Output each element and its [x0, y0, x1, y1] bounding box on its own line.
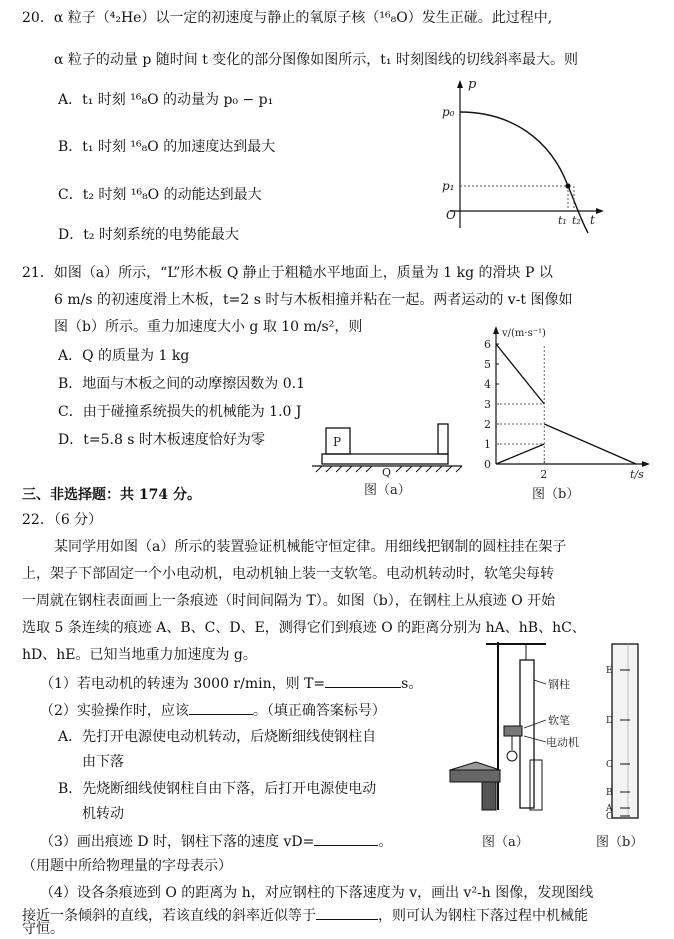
vt-x-arrow [642, 461, 650, 467]
q21-vt-plot-area [484, 326, 650, 481]
vt-y-tick-label: 2 [484, 418, 491, 431]
vt-y-tick-label: 6 [484, 338, 491, 351]
q20-momentum-graph [430, 78, 610, 238]
rod-mark-label: B [606, 788, 613, 798]
q22-sub-3-note: （用题中所给物理量的字母表示） [22, 858, 232, 874]
q22-answer-blank-4[interactable] [316, 905, 378, 920]
q22-figure-b [594, 640, 670, 852]
q21-label-q: Q [382, 466, 392, 479]
q22-sub-4-tail: ，则可认为钢柱下落过程中机械能 [378, 908, 588, 924]
q20-t-label: t [590, 213, 595, 227]
q22-heading: 22．（6 分） [22, 512, 103, 528]
rod-mark-label: E [606, 666, 613, 676]
q21-line2: 6 m/s 的初速度滑上木板，t=2 s 时与木板相撞并粘在一起。两者运动的 v-t 图像如 [54, 292, 573, 308]
q22-sub-4-line3: 守恒。 [22, 921, 64, 937]
q22-para-1: 某同学用如图（a）所示的装置验证机械能守恒定律。用细线把钢制的圆柱挂在架子 [54, 539, 567, 555]
q20-option-a: A．t₁ 时刻 ¹⁶₈O 的动量为 p₀ − p₁ [58, 92, 274, 108]
vt-series-line-1 [496, 344, 544, 404]
rod-mark-label: C [606, 760, 613, 770]
q20-point [565, 183, 570, 188]
q22-sub-1 [40, 673, 422, 694]
q22-option-b-line1: B．先烧断细线使钢柱自由下落，后打开电源使电动 [58, 781, 377, 797]
q21-vt-chart [470, 322, 650, 504]
q22-option-a-line2: 由下落 [82, 754, 124, 770]
q22-para-3: 一周就在钢柱表面画上一条痕迹（时间间隔为 T）。如图（b），在钢柱上从痕迹 O 开始 [22, 593, 556, 609]
q22-caption-a: 图（a） [482, 835, 529, 850]
q21-option-c: C．由于碰撞系统损失的机械能为 1.0 J [58, 404, 302, 420]
vt-y-tick-label: 3 [484, 398, 491, 411]
q22-para-4: 选取 5 条连续的痕迹 A、B、C、D、E，测得它们到痕迹 O 的距离分别为 hA、hB、hC、 [22, 620, 586, 636]
q20-curve [460, 112, 588, 233]
q22-pen-wheel [507, 751, 517, 761]
vt-x-tick-label: 2 [540, 468, 548, 481]
q21-caption-a: 图（a） [364, 483, 411, 496]
q22-label-rod: 钢柱 [548, 678, 570, 691]
q21-option-b: B．地面与木板之间的动摩擦因数为 0.1 [58, 376, 306, 392]
q22-sub-4-line2 [22, 905, 588, 926]
q20-option-c: C．t₂ 时刻 ¹⁶₈O 的动能达到最大 [58, 187, 262, 203]
q22-caption-b: 图（b） [596, 835, 644, 850]
q22-figure-a [446, 640, 592, 852]
q22-option-b-line2: 机转动 [82, 806, 124, 822]
q22-sub-4-line1: （4）设各条痕迹到 O 的距离为 h，对应钢柱的下落速度为 v，画出 v²-h 图像，发现图线 [40, 885, 594, 901]
q20-p0-label: p₀ [442, 105, 455, 119]
q22-para-5: hD、hE。已知当地重力加速度为 g。 [22, 647, 257, 663]
vt-y-tick-label: 0 [484, 458, 491, 471]
q22-label-pen: 软笔 [548, 714, 570, 727]
vt-series-line-2 [496, 444, 544, 464]
q20-p1-label: p₁ [442, 179, 455, 193]
vt-y-tick-label: 1 [484, 438, 491, 451]
q22-option-a-line1: A．先打开电源使电动机转动，后烧断细线使钢柱自 [58, 729, 377, 745]
q21-label-p: P [333, 435, 342, 449]
q22-sub-4-text: 接近一条倾斜的直线，若该直线的斜率近似等于 [22, 908, 316, 924]
vt-y-tick-label: 4 [484, 378, 491, 391]
q21-option-d: D．t=5.8 s 时木板速度恰好为零 [58, 432, 265, 448]
vt-y-label: v/(m·s⁻¹) [502, 328, 546, 339]
q21-option-a: A．Q 的质量为 1 kg [58, 348, 190, 364]
rod-mark-label: O [606, 812, 614, 822]
q20-t2-label: t₂ [572, 214, 581, 227]
q22-label-motor: 电动机 [546, 736, 579, 749]
q22-motor [504, 726, 522, 736]
q22-sub-2 [40, 700, 386, 721]
q21-board [322, 454, 448, 464]
q21-line1: 21．如图（a）所示，“L”形木板 Q 静止于粗糙水平地面上，质量为 1 kg 的滑块 P 以 [22, 265, 553, 281]
vt-x-label: t/s [630, 468, 644, 481]
q22-sub-1-unit: s。 [401, 676, 423, 692]
section-3-heading: 三、非选择题：共 174 分。 [22, 487, 201, 503]
q20-line1: 20．α 粒子（⁴₂He）以一定的初速度与静止的氧原子核（¹⁶₈O）发生正碰。此过程中, [22, 10, 553, 26]
q20-origin-label: O [446, 208, 456, 222]
vt-y-tick-label: 5 [484, 358, 491, 371]
q22-answer-blank-2[interactable] [189, 700, 253, 715]
q21-line3: 图（b）所示。重力加速度大小 g 取 10 m/s²，则 [54, 319, 363, 335]
rod-mark-label: A [606, 804, 613, 814]
q22-answer-blank-3[interactable] [314, 831, 378, 846]
vt-series-line-3 [544, 424, 636, 464]
rod-mark-label: D [606, 716, 614, 726]
q20-option-d: D．t₂ 时刻系统的电势能最大 [58, 227, 239, 243]
vt-y-arrow [493, 326, 499, 334]
q21-board-wall [438, 424, 448, 454]
q20-line2: α 粒子的动量 p 随时间 t 变化的部分图像如图所示，t₁ 时刻图线的切线斜率最大。则 [54, 52, 578, 68]
q20-p-label: p [468, 78, 477, 92]
q22-sub-3-tail: 。 [378, 834, 393, 850]
q21-figure-a [312, 418, 470, 496]
q22-sub-3 [40, 831, 392, 852]
q22-para-2: 上，架子下部固定一个小电动机，电动机轴上装一支软笔。电动机转动时，软笔尖每转 [22, 566, 554, 582]
q22-sub-2-text: （2）实验操作时，应该 [40, 703, 189, 719]
q22-sub-2-tail: 。（填正确答案标号） [252, 703, 386, 719]
q22-answer-blank-1[interactable] [325, 673, 401, 688]
q22-sub-3-text: （3）画出痕迹 D 时，钢柱下落的速度 vD= [40, 834, 315, 850]
q22-base-leg [482, 782, 496, 810]
q20-option-b: B．t₁ 时刻 ¹⁶₈O 的加速度达到最大 [58, 139, 276, 155]
q21-caption-b: 图（b） [532, 487, 580, 502]
q22-sub-1-text: （1）若电动机的转速为 3000 r/min，则 T= [40, 676, 326, 692]
q22-tube [530, 760, 542, 810]
q20-t1-label: t₁ [558, 214, 567, 227]
